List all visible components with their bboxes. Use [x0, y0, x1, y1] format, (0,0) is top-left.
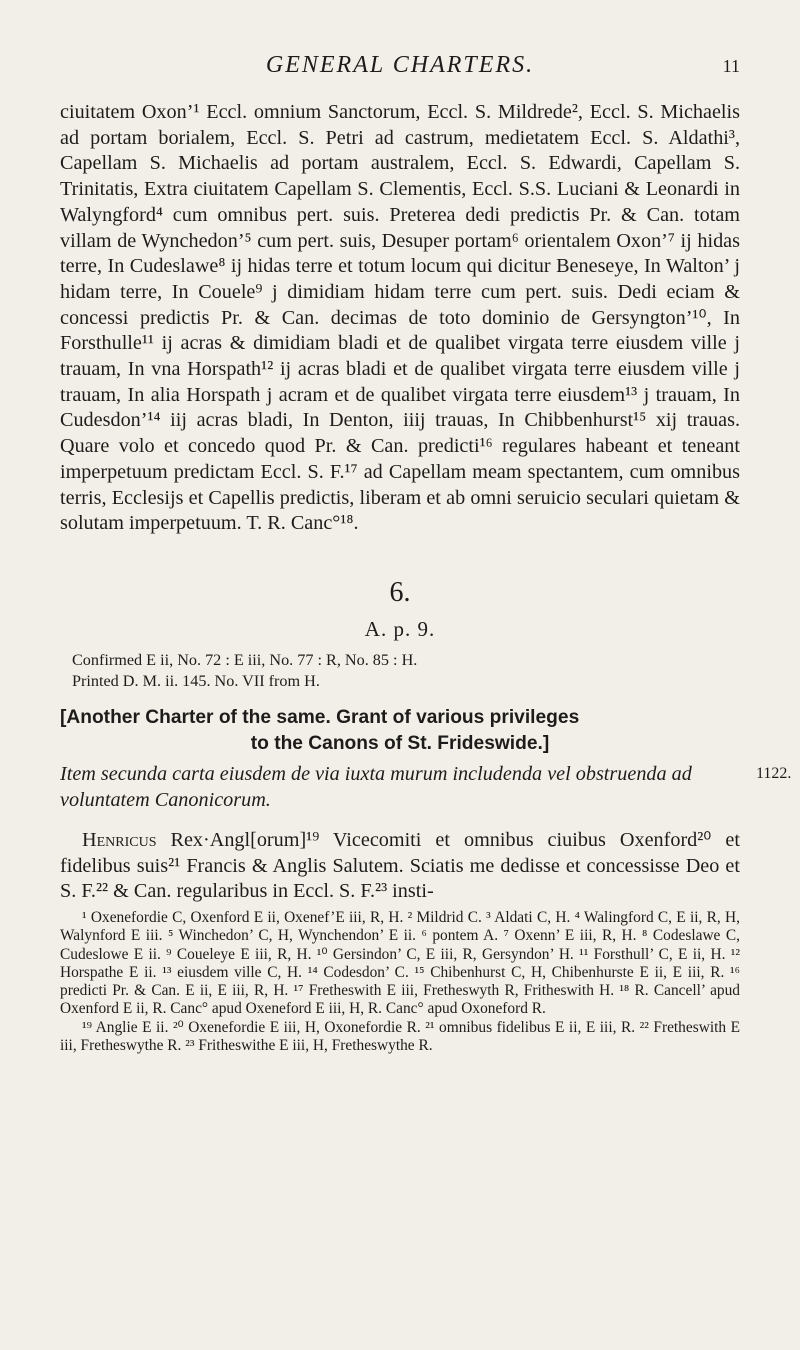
charter-incipit: [60, 762, 740, 813]
section-reference: A. p. 9.: [364, 617, 436, 641]
charter-paragraph: [60, 828, 740, 905]
margin-year: 1122.: [756, 765, 792, 782]
confirmation-note: [72, 650, 732, 692]
charter-title-line-2: to the Canons of St. Frideswide.]: [250, 733, 550, 754]
page-header: [0, 52, 800, 82]
confirmation-line: Confirmed E ii, No. 72 : E iii, No. 77 : R, No. 85 : H.: [72, 651, 418, 669]
footnotes-group-1: ¹ Oxenefordie C, Oxenford E ii, Oxenef’E iii, R, H. ² Mildrid C. ³ Aldati C, H. ⁴ Walingford C, E ii, R, H, Walynford E iii. ⁵ Winchedon’ C, H, Wynchendon’ E ii. ⁶ pontem A. ⁷ Oxenn’ E iii, R, H. ⁸ Codeslawe C, Cudeslowe E ii. ⁹ Coueleye E iii, R, H. ¹⁰ Gersindon’ C, E iii, R, Gersyndon’ H. ¹¹ Forsthull’ C, E ii, H. ¹² Horspathe E ii. ¹³ eiusdem ville C, H. ¹⁴ Codesdon’ C. ¹⁵ Chibenhurst C, H, Chibenhurste E ii, E iii, R. ¹⁶ predicti Pr. & Can. E ii, E iii, R, H. ¹⁷ Fretheswith E iii, Fretheswyth R, Fritheswith H. ¹⁸ R. Cancell’ apud Oxenford E ii, R. Canc° apud Oxeneford E iii, H, R. Canc° apud Oxoneford R.: [60, 909, 740, 1018]
continuation-paragraph: ciuitatem Oxon’¹ Eccl. omnium Sanctorum, Eccl. S. Mildrede², Eccl. S. Michaelis ad portam borialem, Eccl. S. Petri ad castrum, medietatem Eccl. S. Aldathi³, Capellam S. Michaelis ad portam australem, Eccl. S. Edwardi, Capellam S. Trinitatis, Extra ciuitatem Capellam S. Clementis, Eccl. S.S. Luciani & Leonardi in Walyngford⁴ cum omnibus pert. suis. Preterea dedi predictis Pr. & Can. totam villam de Wynchedon’⁵ cum pert. suis, Desuper portam⁶ orientalem Oxon’⁷ ij hidas terre, In Cudeslawe⁸ ij hidas terre et totum locum qui dicitur Beneseye, In Walton’ j hidam terre, In Couele⁹ j dimidiam hidam terre cum pert. suis. Dedi eciam & concessi predictis Pr. & Can. decimas de toto dominio de Gersyngton’¹⁰, In Forsthulle¹¹ ij acras & dimidiam bladi et de qualibet virgata terre eiusdem ville j trauam, In vna Horspath¹² ij acras bladi et de qualibet virgata terre eiusdem ville j trauam, In alia Horspath j acram et de qualibet virgata terre eiusdem¹³ j trauam, In Cudesdon’¹⁴ iij acras bladi, In Denton, iiij trauas, In Chibbenhurst¹⁵ xij trauas. Quare volo et concedo quod Pr. & Can. predicti¹⁶ regulares habeant et teneant imperpetuum predictam Eccl. S. F.¹⁷ ad Capellam meam spectantem, cum omnibus terris, Ecclesijs et Capellis predictis, liberam et ab omni seruicio seculari quietam & solutam imperpetuum. T. R. Canc°¹⁸.: [60, 101, 740, 535]
charter-continuation-text: [60, 100, 740, 537]
printed-line: Printed D. M. ii. 145. No. VII from H.: [72, 672, 320, 690]
footnotes: [60, 909, 740, 1055]
page-number: 11: [722, 56, 740, 76]
section-number: 6.: [389, 577, 411, 608]
charter-body: Rex·Angl[orum]¹⁹ Vicecomiti et omnibus ciuibus Oxenford²⁰ et fidelibus suis²¹ Francis & Anglis Salutem. Sciatis me dedisse et concessisse Deo et S. F.²² & Can. regularibus in Eccl. S. F.²³ insti-: [60, 829, 740, 903]
footnotes-group-2: ¹⁹ Anglie E ii. ²⁰ Oxenefordie E iii, H, Oxonefordie R. ²¹ omnibus fidelibus E ii, E iii, R. ²² Fretheswith E iii, Fretheswythe R. ²³ Fritheswithe E iii, H, Fretheswythe R.: [60, 1018, 740, 1055]
charter-title: [60, 705, 740, 757]
charter-title-line-1: [Another Charter of the same. Grant of various privileges: [60, 707, 580, 728]
charter-opening-word: Henricus: [82, 829, 157, 851]
charter-text: [60, 828, 740, 905]
running-head: GENERAL CHARTERS.: [265, 52, 535, 78]
incipit-text: Item secunda carta eiusdem de via iuxta murum includenda vel obstruenda ad voluntatem Canonicorum.: [60, 763, 692, 811]
